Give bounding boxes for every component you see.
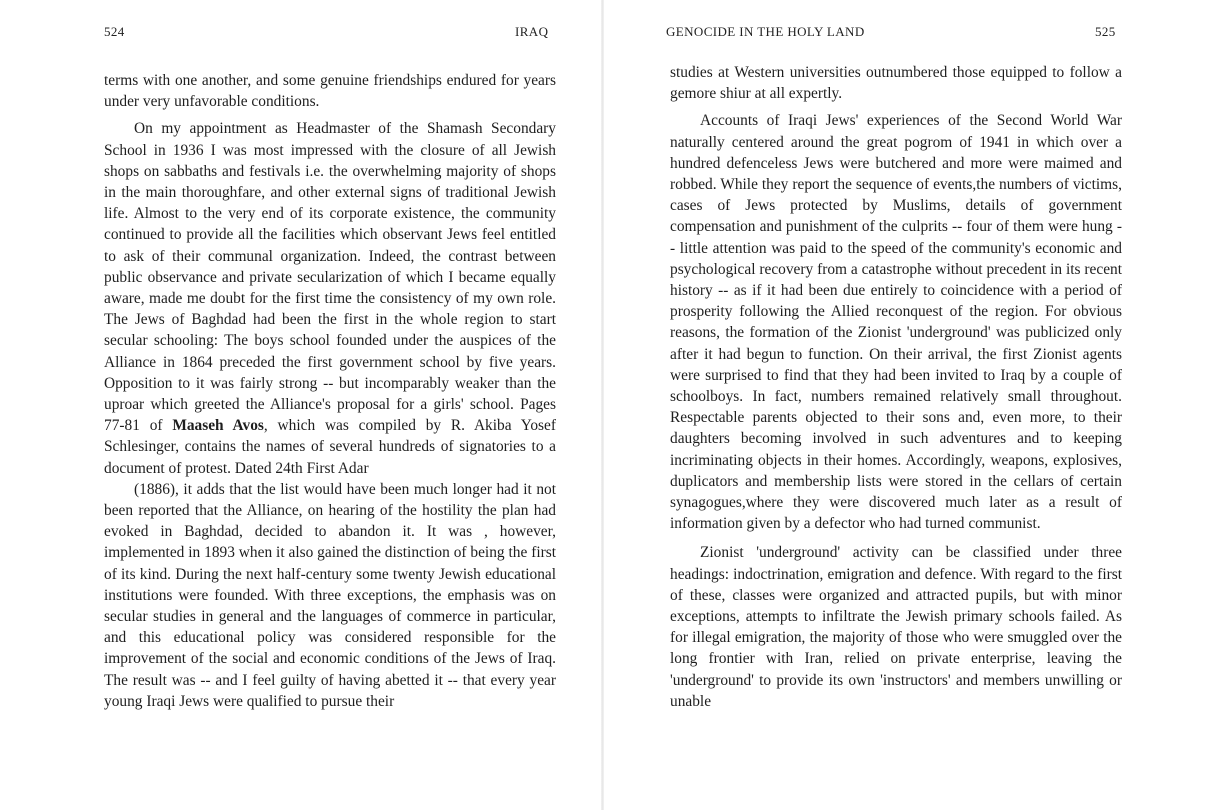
running-title-right: GENOCIDE IN THE HOLY LAND [666,24,865,39]
left-page-body [104,70,556,712]
left-page [0,0,602,810]
paragraph-5: Accounts of Iraqi Jews' experiences of the Second World War naturally centered around the great pogrom of 1941 in which over a hundred defenceless Jews were butchered and more were maimed and robbed. While they report the sequence of events,the numbers of victims, cases of Jews protected by Muslims, details of government compensation and punishment of the culprits -- four of them were hung -- little attention was paid to the speed of the community's economic and psychological recovery from a catastrophe without precedent in its recent history -- as if it had been due entirely to coincidence with a period of prosperity following the Allied reconquest of the region. For obvious reasons, the formation of the Zionist 'underground' was publicized only after it had begun to function. On their arrival, the first Zionist agents were surprised to find that they had been invited to Iraq by a couple of schoolboys. In fact, numbers remained relatively small throughout. Respectable parents objected to their sons and, even more, to their daughters becoming involved in such adventures and to keeping incriminating objects in their homes. Accordingly, weapons, explosives, duplicators and membership lists were stored in the cellars of certain synagogues,where they were discovered much later as a result of information given by a defector who had turned communist. [670,112,1122,533]
book-title: Maaseh Avos [172,417,264,435]
paragraph-2-text: On my appointment as Headmaster of the Shamash Secondary School in 1936 I was most impressed with the closure of all Jewish shops on sabbaths and festivals i.e. the overwhelming majority of shops in the main thoroughfare, and other external signs of traditional Jewish life. Almost to the very end of its corporate existence, the community continued to provide all the facilities which observant Jews feel entitled to ask of their communal organization. Indeed, the contrast between public observance and private secularization of which I became equally aware, made me doubt for the first time the consistency of my own role. The Jews of Baghdad had been the first in the whole region to start secular schooling: The boys school founded under the auspices of the Alliance in 1864 preceded the first government school by five years. Opposition to it was fairly strong -- but incomparably weaker than the uproar which greeted the Alliance's proposal for a girls' school. Pages 77-81 of [104,120,556,435]
right-page-body [670,62,1122,712]
paragraph-6: Zionist 'underground' activity can be classified under three headings: indoctrination, emigration and defence. With regard to the first of these, classes were organized and attracted pupils, but with minor exceptions, attempts to infiltrate the Jewish primary schools failed. As for illegal emigration, the majority of those who were smuggled over the long frontier with Iran, relied on private enterprise, leaving the 'underground' to provide its own 'instructors' and members unwilling or unable [670,544,1122,710]
page-number-right: 525 [1095,24,1116,39]
page-number-left: 524 [104,24,125,39]
paragraph-2-tail: , which was compiled by R. Akiba Yosef Schlesinger, contains the names of several hundreds of signatories to a document of protest. Dated 24th First Adar [104,417,556,477]
paragraph-2 [104,118,556,478]
paragraph-4: studies at Western universities outnumbered those equipped to follow a gemore shiur at all expertly. [670,64,1122,103]
right-page [604,0,1205,810]
paragraph-1: terms with one another, and some genuine friendships endured for years under very unfavorable conditions. [104,72,556,111]
running-title-left: IRAQ [515,24,549,39]
paragraph-3: (1886), it adds that the list would have been much longer had it not been reported that the Alliance, on hearing of the hostility the plan had evoked in Baghdad, decided to abandon it. It was , however, implemented in 1893 when it also gained the distinction of being the first of its kind. During the next half-century some twenty Jewish educational institutions were founded. With three exceptions, the emphasis was on secular studies in general and the languages of commerce in particular, and this educational policy was considered responsible for the improvement of the social and economic conditions of the Jews of Iraq. The result was -- and I feel guilty of having abetted it -- that every year young Iraqi Jews were qualified to pursue their [104,480,556,710]
